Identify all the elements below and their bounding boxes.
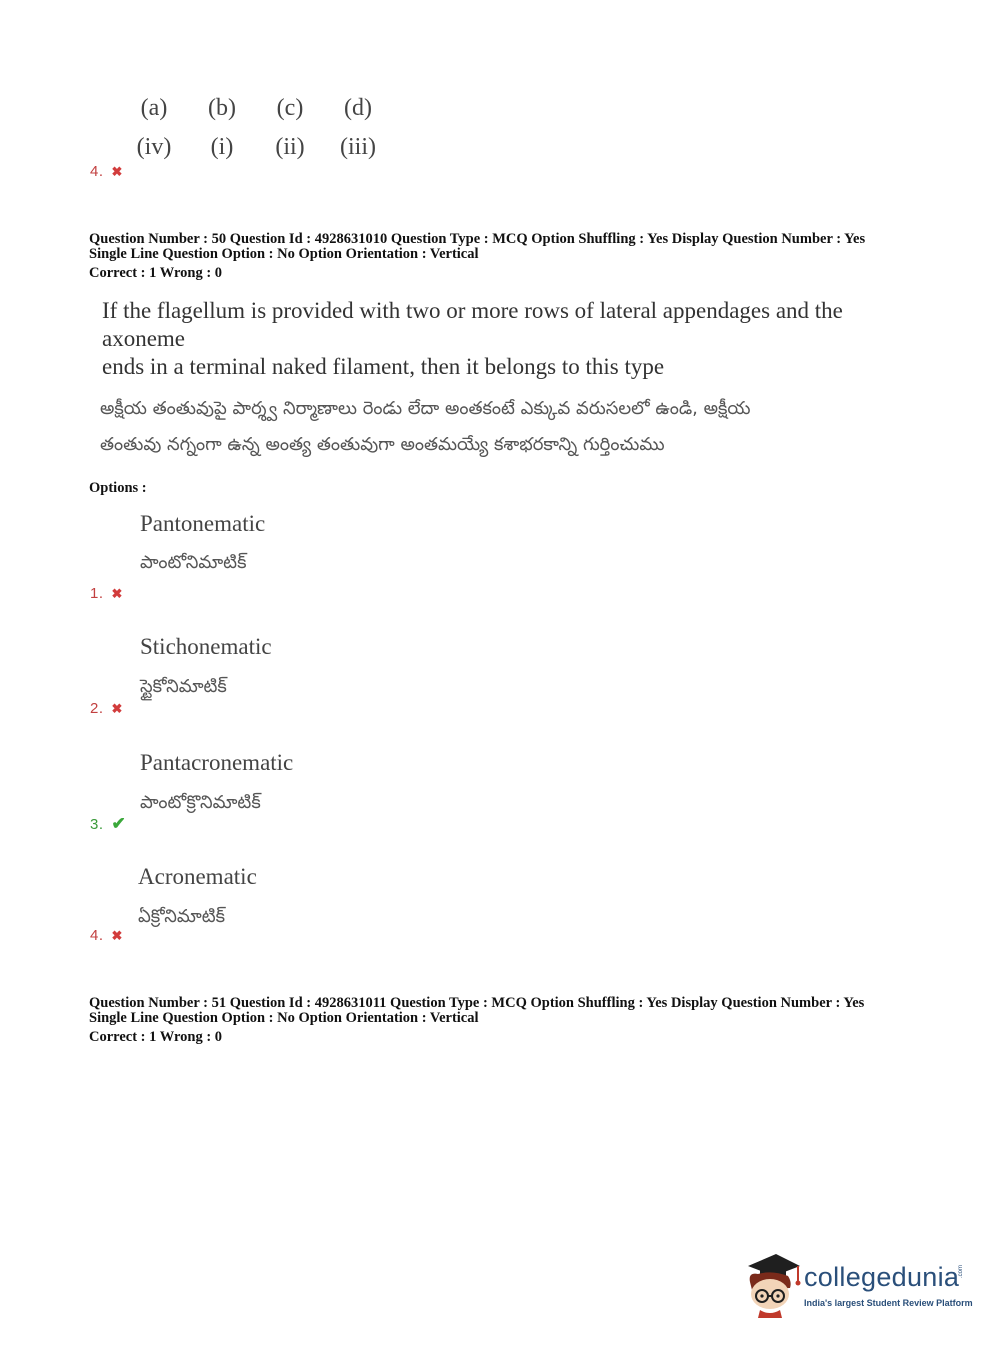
option-2-telugu: స్టైకోనిమాటిక్ bbox=[140, 676, 227, 697]
option-1-telugu: పాంటోనిమాటిక్ bbox=[140, 552, 247, 573]
check-mark-icon: ✔ bbox=[111, 814, 127, 833]
option-3-telugu: పాంటోక్రొనిమాటిక్ bbox=[140, 792, 261, 813]
q50-meta-line-1: Question Number : 50 Question Id : 4928631010 Question Type : MCQ Option Shuffling : Yes Display Question Number : Yes bbox=[89, 231, 866, 247]
match-value-c: (ii) bbox=[275, 134, 305, 160]
option-number-label: 4. bbox=[90, 927, 104, 944]
option-1-english: Pantonematic bbox=[140, 511, 266, 536]
match-table bbox=[120, 95, 392, 161]
match-value-d: (iii) bbox=[340, 134, 376, 160]
wrong-mark-icon: ✖ bbox=[111, 586, 123, 601]
q51-meta bbox=[89, 996, 864, 1026]
option-4-number bbox=[90, 927, 123, 944]
option-4-english: Acronematic bbox=[138, 864, 257, 889]
wrong-mark-icon: ✖ bbox=[111, 701, 123, 716]
q50-score: Correct : 1 Wrong : 0 bbox=[89, 265, 223, 281]
logo-tagline: India's largest Student Review Platform bbox=[804, 1298, 973, 1308]
prev-option-number bbox=[90, 163, 123, 180]
wrong-mark-icon: ✖ bbox=[111, 164, 123, 179]
option-2-number bbox=[90, 700, 123, 717]
option-number-label: 3. bbox=[90, 816, 104, 833]
match-header-c: (c) bbox=[276, 95, 304, 121]
q50-question-te-line-1: అక్షీయ తంతువుపై పార్శ్వ నిర్మాణాలు రెండు లేదా అంతకంటే ఎక్కువ వరుసలలో ఉండి, అక్షీయ bbox=[100, 398, 751, 419]
q51-meta-line-1: Question Number : 51 Question Id : 4928631011 Question Type : MCQ Option Shuffling : Yes Display Question Number : Yes bbox=[89, 995, 865, 1011]
q50-meta-line-2: Single Line Question Option : No Option Orientation : Vertical bbox=[89, 246, 479, 262]
collegedunia-logo bbox=[742, 1252, 972, 1318]
match-header-b: (b) bbox=[208, 95, 236, 121]
option-3-english: Pantacronematic bbox=[140, 750, 294, 775]
logo-domain-suffix: .com bbox=[958, 1264, 964, 1278]
q50-question-english bbox=[102, 297, 902, 381]
option-3-number bbox=[90, 814, 126, 834]
mascot-graduation-cap-icon bbox=[742, 1252, 802, 1318]
q50-question-telugu bbox=[100, 391, 900, 463]
wrong-mark-icon: ✖ bbox=[111, 928, 123, 943]
match-value-a: (iv) bbox=[136, 134, 172, 160]
option-number-label: 2. bbox=[90, 700, 104, 717]
logo-wordmark: collegedunia bbox=[804, 1262, 960, 1292]
option-2-english: Stichonematic bbox=[140, 634, 272, 659]
q50-question-en-line-2: ends in a terminal naked filament, then it belongs to this type bbox=[102, 354, 665, 379]
q50-question-en-line-1: If the flagellum is provided with two or more rows of lateral appendages and the axoneme bbox=[102, 298, 843, 351]
q51-score: Correct : 1 Wrong : 0 bbox=[89, 1029, 223, 1045]
option-1-number bbox=[90, 585, 123, 602]
q50-question-te-line-2: తంతువు నగ్నంగా ఉన్న అంత్య తంతువుగా అంతమయ్యే కశాభరకాన్ని గుర్తించుము bbox=[100, 434, 665, 455]
match-value-b: (i) bbox=[210, 134, 234, 160]
q50-meta bbox=[89, 232, 865, 262]
option-number-label: 1. bbox=[90, 585, 104, 602]
match-header-a: (a) bbox=[140, 95, 168, 121]
option-number-label: 4. bbox=[90, 163, 104, 180]
q51-meta-line-2: Single Line Question Option : No Option Orientation : Vertical bbox=[89, 1010, 479, 1026]
options-label: Options : bbox=[89, 480, 147, 496]
option-4-telugu: ఏక్రోనిమాటిక్ bbox=[138, 906, 225, 927]
match-header-d: (d) bbox=[344, 95, 372, 121]
